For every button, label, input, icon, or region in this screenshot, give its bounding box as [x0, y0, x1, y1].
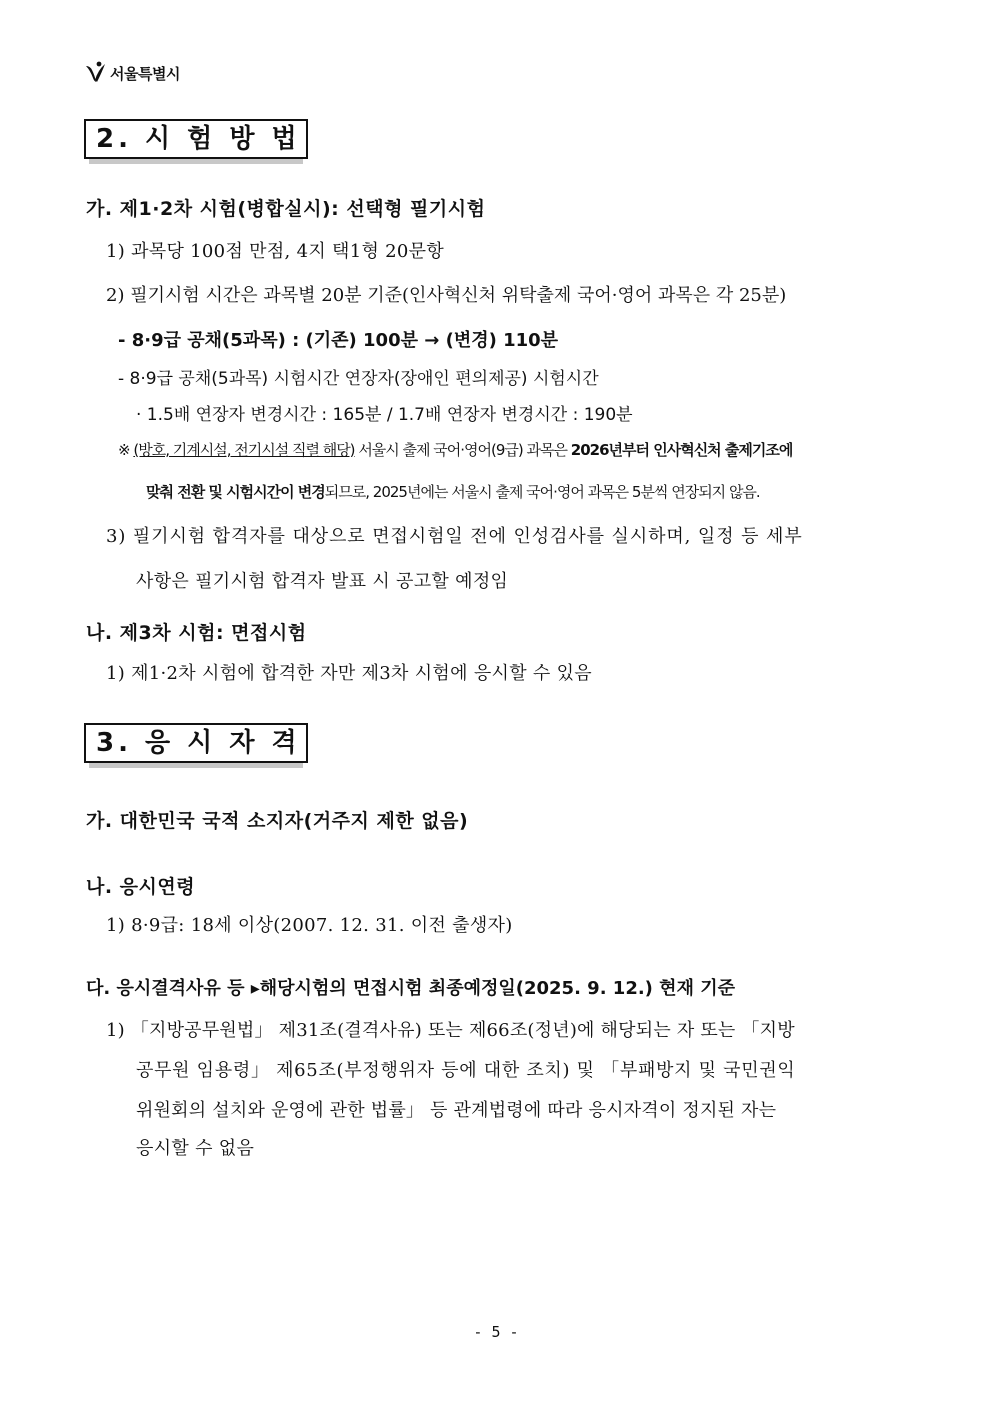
page-number: - 5 - — [473, 1323, 519, 1341]
section-2-a-bullet: · 1.5배 연장자 변경시간 : 165분 / 1.7배 연장자 변경시간 : 190분 — [136, 405, 633, 425]
note-part-1: (방호, 기계시설, 전기시설 직렬 해당) — [133, 441, 355, 459]
note-part-2: 서울시 출제 국어·영어(9급) 과목은 — [354, 441, 571, 459]
section-3-c-heading: 다. 응시결격사유 등 ▸해당시험의 면접시험 최종예정일(2025. 9. 12.) 현재 기준 — [86, 978, 735, 999]
section-2-a-note-line-1 — [118, 439, 792, 460]
section-3-title-box — [84, 723, 301, 763]
section-2-title: 2. 시 험 방 법 — [84, 119, 308, 159]
section-3-c-line-2: 공무원 임용령」 제65조(부정행위자 등에 대한 조치) 및 「부패방지 및 국민권익 — [136, 1060, 796, 1081]
section-2-a-heading: 가. 제1·2차 시험(병합실시): 선택형 필기시험 — [86, 198, 486, 220]
section-3-c-line-3: 위원회의 설치와 운영에 관한 법률」 등 관계법령에 따라 응시자격이 정지된 자는 — [136, 1100, 777, 1121]
note-part-3: 2026년부터 인사혁신처 출제기조에 — [570, 441, 793, 459]
section-2-a-item-3-line-2: 사항은 필기시험 합격자 발표 시 공고할 예정임 — [136, 571, 509, 592]
section-2-b-heading: 나. 제3차 시험: 면접시험 — [86, 622, 307, 644]
section-2-a-item-1: 1) 과목당 100점 만점, 4지 택1형 20문항 — [106, 241, 445, 262]
section-3-c-line-4: 응시할 수 없음 — [136, 1138, 255, 1159]
section-2-a-dash-2: - 8·9급 공채(5과목) 시험시간 연장자(장애인 편의제공) 시험시간 — [118, 369, 599, 389]
section-2-title-box — [84, 119, 301, 159]
section-2-b-item-1: 1) 제1·2차 시험에 합격한 자만 제3차 시험에 응시할 수 있음 — [106, 663, 592, 684]
section-2-a-dash-1: - 8·9급 공채(5과목) : (기존) 100분 → (변경) 110분 — [118, 330, 559, 351]
section-2-a-item-3-line-1: 3) 필기시험 합격자를 대상으로 면접시험일 전에 인성검사를 실시하며, 일정 등 세부 — [106, 526, 803, 547]
section-3-title: 3. 응 시 자 격 — [84, 723, 308, 763]
section-2-a-note-line-2 — [146, 481, 760, 502]
section-3-a-heading: 가. 대한민국 국적 소지자(거주지 제한 없음) — [86, 810, 469, 832]
note-mark: ※ — [118, 441, 130, 459]
logo-text: 서울특별시 — [110, 64, 180, 83]
section-2-a-item-2: 2) 필기시험 시간은 과목별 20분 기준(인사혁신처 위탁출제 국어·영어 과목은 각 25분) — [106, 285, 787, 306]
seoul-logo-icon — [84, 60, 108, 86]
section-3-b-item-1: 1) 8·9급: 18세 이상(2007. 12. 31. 이전 출생자) — [106, 915, 513, 936]
note-part-5: 되므로, 2025년에는 서울시 출제 국어·영어 과목은 5분씩 연장되지 않음. — [324, 483, 760, 501]
section-3-b-heading: 나. 응시연령 — [86, 876, 196, 898]
seoul-logo — [84, 60, 180, 86]
note-part-4: 맞춰 전환 및 시험시간이 변경 — [146, 483, 325, 501]
section-3-c-line-1: 1) 「지방공무원법」 제31조(결격사유) 또는 제66조(정년)에 해당되는 자 또는 「지방 — [106, 1020, 795, 1041]
